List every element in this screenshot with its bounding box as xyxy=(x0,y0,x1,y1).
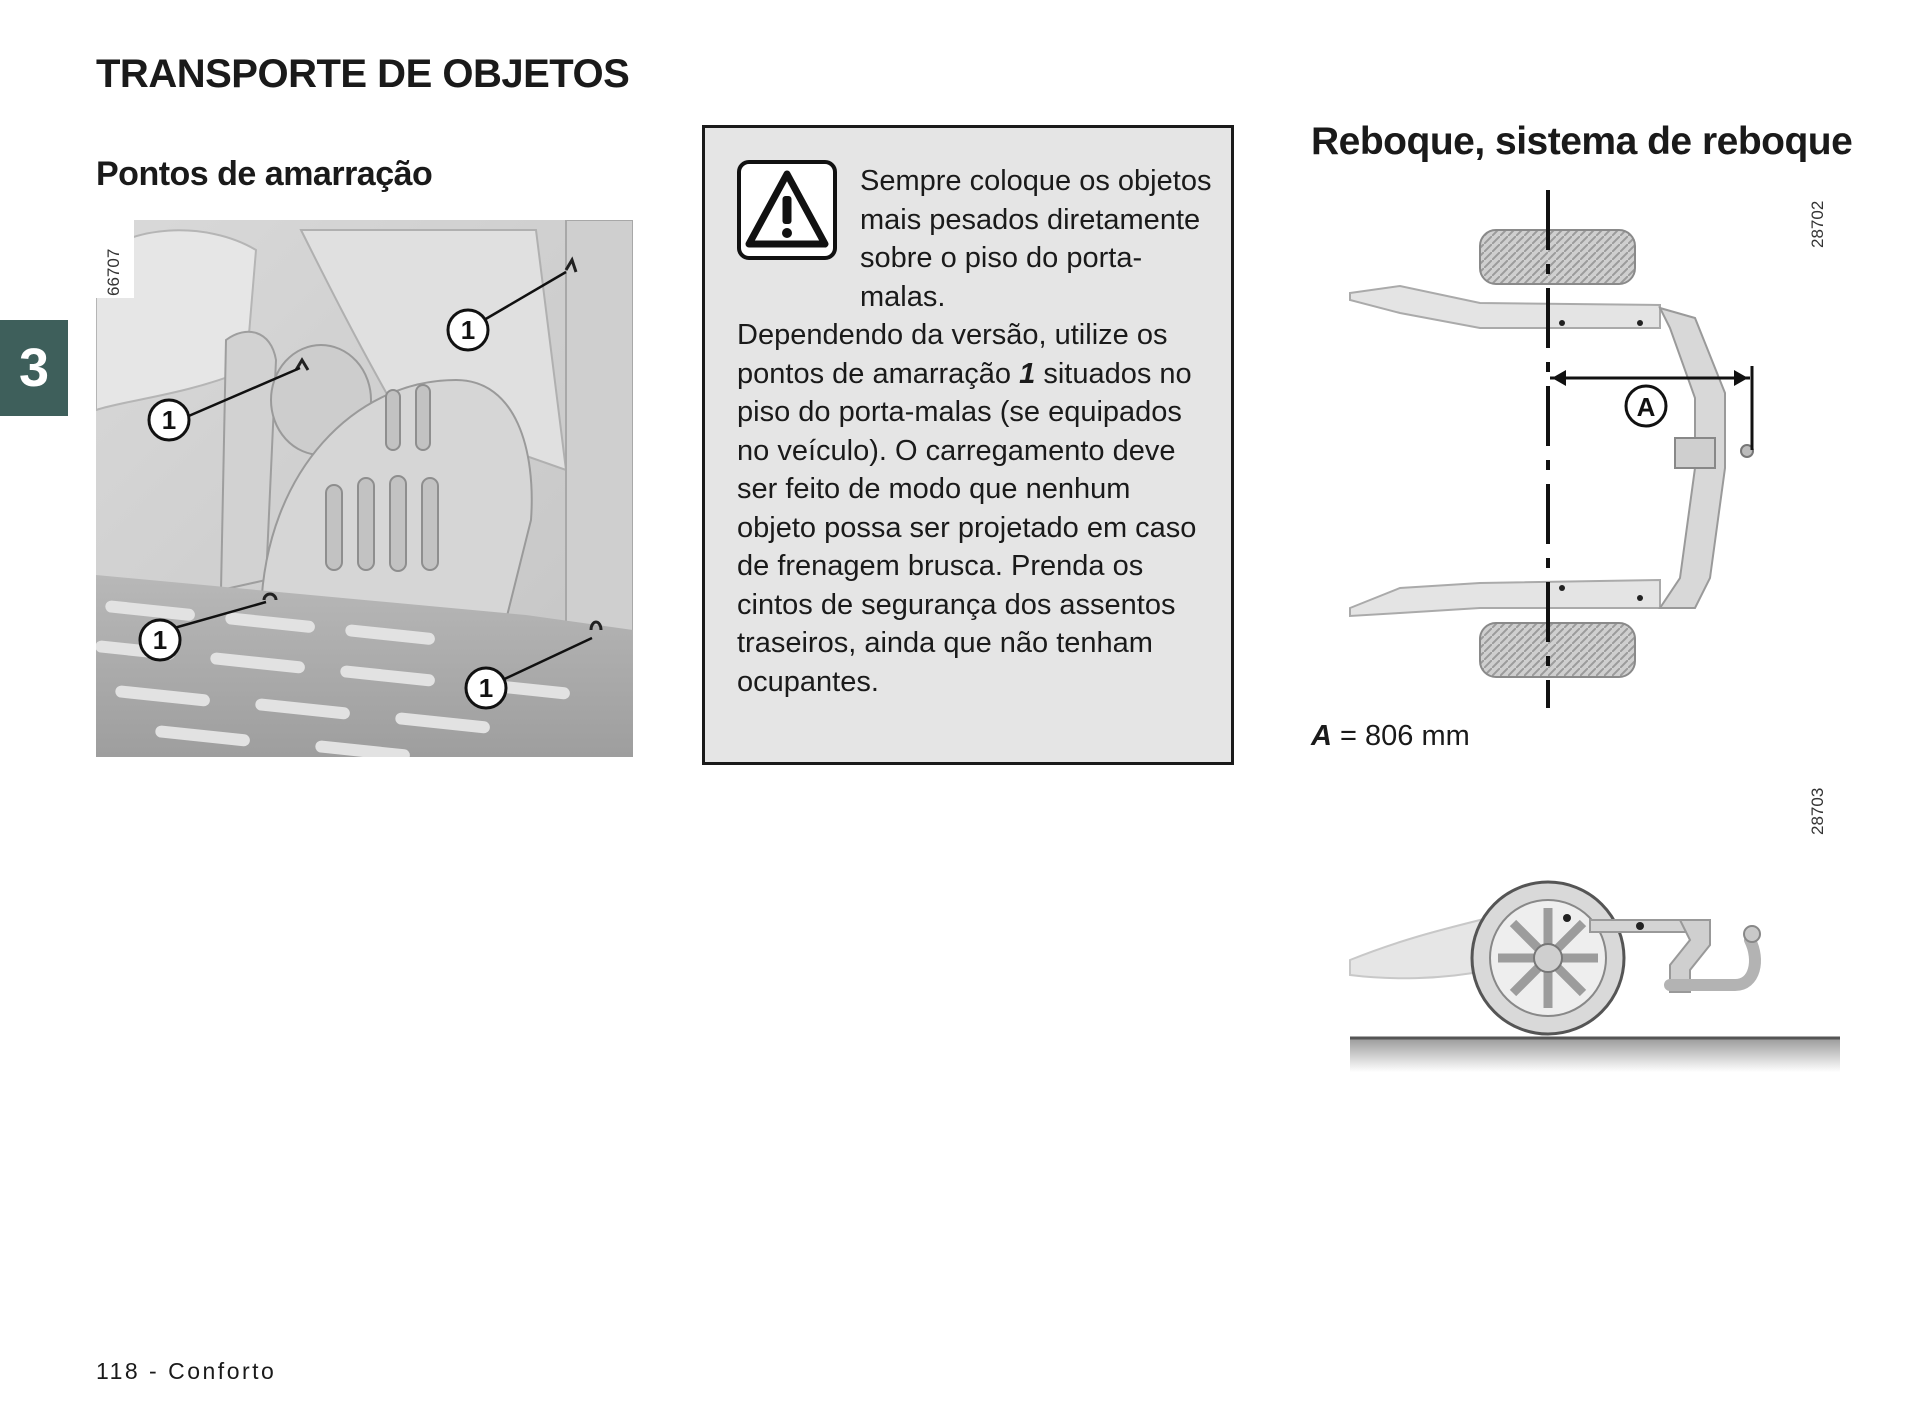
dimension-a-symbol: A xyxy=(1311,720,1332,752)
callout-1-label: 1 xyxy=(161,405,177,435)
callout-1-label: 1 xyxy=(152,625,168,655)
page-title: TRANSPORTE DE OBJETOS xyxy=(96,52,630,96)
page-footer: 118 - Conforto xyxy=(96,1358,277,1384)
dimension-a-label: A xyxy=(1636,392,1656,422)
towing-heading: Reboque, sistema de reboque xyxy=(1311,120,1853,163)
towbar-side-view-figure xyxy=(1340,780,1860,1100)
warning-triangle-icon xyxy=(737,160,837,265)
callout-1-label: 1 xyxy=(460,315,476,345)
figure-code-66707: 66707 xyxy=(104,248,123,296)
warning-lead-text: Sempre coloque os objetos mais pesados diretamente sobre o piso do porta-malas. xyxy=(860,165,1212,313)
warning-body-part: situados no piso do porta-malas (se equipados no veículo). O carregamento deve ser feito de modo que nenhum objeto possa ser projetado em caso de frenagem brusca. Prenda os cintos de segurança dos assentos traseiros, ainda que não tenham ocupantes. xyxy=(737,357,1197,698)
warning-body-text xyxy=(737,316,1217,701)
callout-reference: 1 xyxy=(1019,357,1036,390)
warning-box xyxy=(702,125,1234,765)
callout-1-label: 1 xyxy=(478,673,494,703)
towbar-top-view-figure xyxy=(1340,188,1860,708)
chapter-tab: 3 xyxy=(0,320,68,416)
figure-code-28703: 28703 xyxy=(1808,787,1827,835)
cargo-area-figure xyxy=(96,220,633,757)
dimension-a-value xyxy=(1311,720,1470,753)
figure-code-28702: 28702 xyxy=(1808,200,1827,248)
warning-body-part: Dependendo da versão, utilize os pontos de amarração xyxy=(737,319,1168,390)
dimension-a-measure: = 806 mm xyxy=(1331,720,1470,752)
tie-down-heading: Pontos de amarração xyxy=(96,155,433,193)
